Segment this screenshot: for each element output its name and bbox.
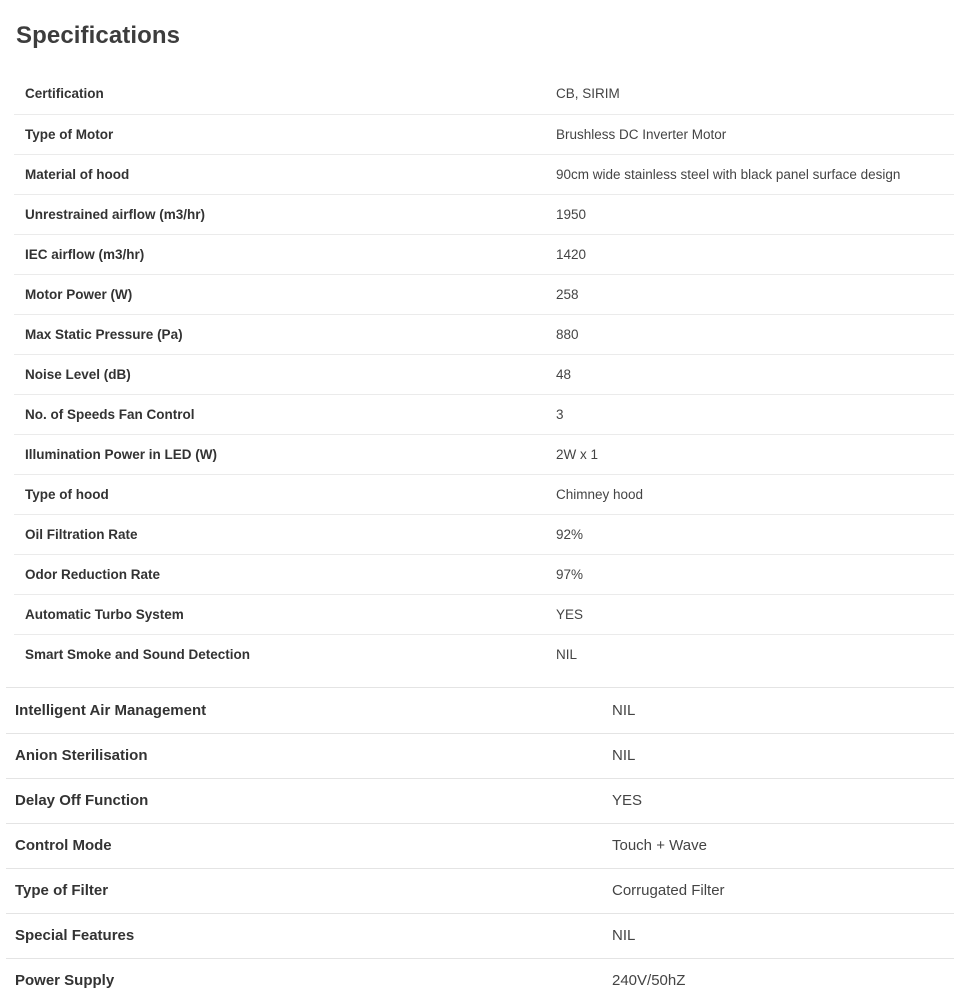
specifications-table-primary	[14, 74, 954, 674]
spec-value: NIL	[612, 733, 954, 778]
spec-label: Automatic Turbo System	[14, 594, 556, 634]
spec-label: Type of hood	[14, 474, 556, 514]
spec-value: 97%	[556, 554, 954, 594]
spec-value: Touch + Wave	[612, 823, 954, 868]
table-row	[14, 154, 954, 194]
spec-value: Corrugated Filter	[612, 868, 954, 913]
spec-value: 1420	[556, 234, 954, 274]
table-row	[14, 234, 954, 274]
table-row	[14, 474, 954, 514]
spec-label: Odor Reduction Rate	[14, 554, 556, 594]
spec-label: Delay Off Function	[6, 778, 612, 823]
table-row	[14, 514, 954, 554]
table-row	[14, 74, 954, 114]
spec-value: 880	[556, 314, 954, 354]
spec-value: 2W x 1	[556, 434, 954, 474]
spec-label: Material of hood	[14, 154, 556, 194]
table-row	[14, 314, 954, 354]
table-row	[14, 434, 954, 474]
spec-label: Motor Power (W)	[14, 274, 556, 314]
table-row	[14, 194, 954, 234]
spec-label: Max Static Pressure (Pa)	[14, 314, 556, 354]
table-row	[6, 913, 954, 958]
table-row	[6, 688, 954, 733]
spec-value: 240V/50hZ	[612, 972, 686, 990]
spec-label: Type of Motor	[14, 114, 556, 154]
table-row	[14, 554, 954, 594]
spec-value: 3	[556, 394, 954, 434]
spec-value: 1950	[556, 194, 954, 234]
spec-label: Unrestrained airflow (m3/hr)	[14, 194, 556, 234]
table-row	[14, 634, 954, 674]
table-row	[14, 114, 954, 154]
table-row	[14, 394, 954, 434]
spec-value: YES	[556, 594, 954, 634]
spec-label: Type of Filter	[6, 868, 612, 913]
spec-label: Intelligent Air Management	[6, 688, 612, 733]
spec-value: 92%	[556, 514, 954, 554]
spec-value: NIL	[556, 646, 578, 662]
spec-value: NIL	[612, 688, 954, 733]
spec-value: Brushless DC Inverter Motor	[556, 114, 954, 154]
specifications-table-secondary	[6, 688, 954, 1003]
spec-value: 258	[556, 274, 954, 314]
table-row	[6, 823, 954, 868]
spec-value: YES	[612, 778, 954, 823]
table-row	[6, 778, 954, 823]
spec-label: IEC airflow (m3/hr)	[14, 234, 556, 274]
spec-label: Anion Sterilisation	[6, 733, 612, 778]
spec-label: Smart Smoke and Sound Detection	[25, 646, 251, 662]
table-row	[6, 958, 954, 1003]
spec-label: No. of Speeds Fan Control	[14, 394, 556, 434]
spec-label: Illumination Power in LED (W)	[14, 434, 556, 474]
table-row	[14, 274, 954, 314]
table-row	[6, 868, 954, 913]
spec-value: 48	[556, 354, 954, 394]
spec-value: Chimney hood	[556, 474, 954, 514]
page-title: Specifications	[16, 22, 181, 49]
spec-label: Special Features	[6, 913, 612, 958]
spec-value: 90cm wide stainless steel with black panel surface design	[556, 154, 954, 194]
table-row	[6, 733, 954, 778]
spec-label: Certification	[14, 74, 556, 114]
spec-value: CB, SIRIM	[556, 74, 954, 114]
spec-label: Control Mode	[6, 823, 612, 868]
spec-label: Power Supply	[15, 972, 115, 990]
spec-value: NIL	[612, 913, 954, 958]
table-row	[14, 594, 954, 634]
spec-label: Oil Filtration Rate	[14, 514, 556, 554]
table-row	[14, 354, 954, 394]
spec-label: Noise Level (dB)	[14, 354, 556, 394]
